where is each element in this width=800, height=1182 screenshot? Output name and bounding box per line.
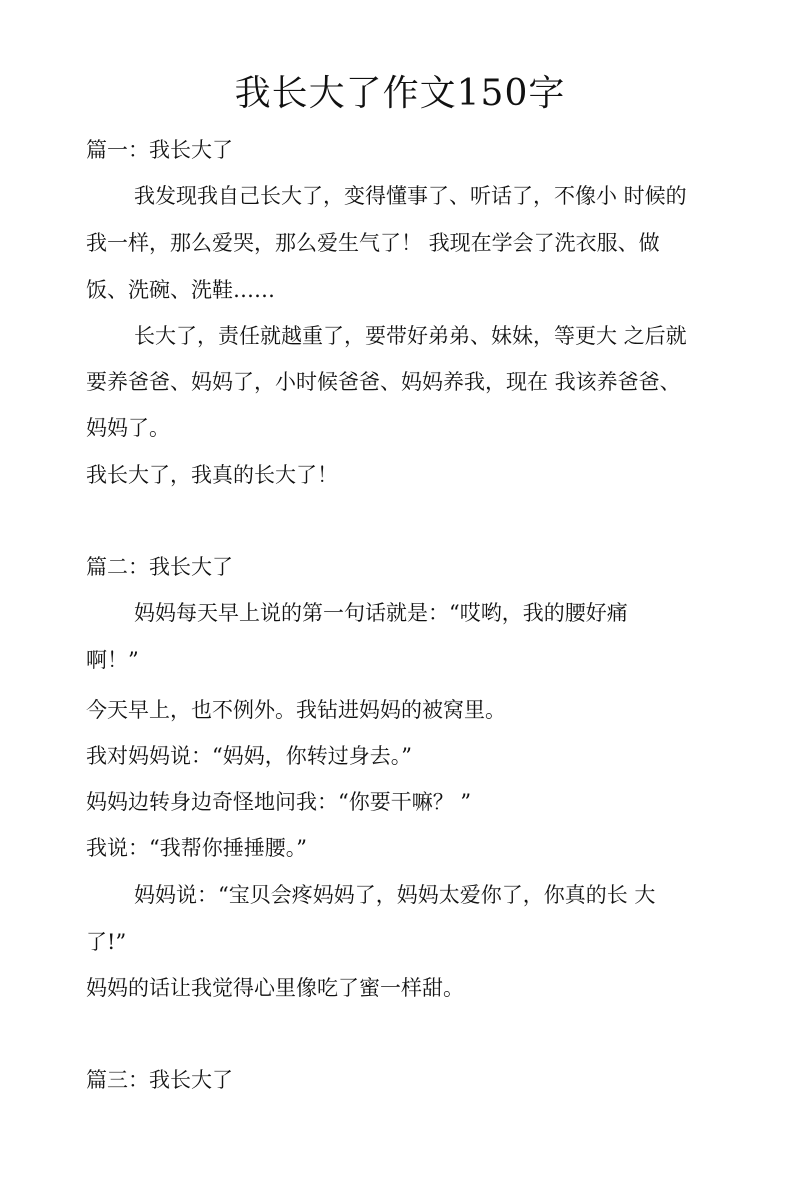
section-2-line-7: 妈妈说：“宝贝会疼妈妈了，妈妈太爱你了，你真的长 大 (134, 883, 656, 907)
section-2-line-2: 啊！” (86, 648, 139, 672)
section-2-line-9: 妈妈的话让我觉得心里像吃了蜜一样甜。 (86, 976, 464, 1000)
section-2-line-6: 我说：“我帮你捶捶腰。” (86, 836, 307, 860)
section-1-line-3: 饭、洗碗、洗鞋…… (86, 278, 275, 302)
section-1-line-5: 要养爸爸、妈妈了，小时候爸爸、妈妈养我，现在 我该养爸爸、 (86, 370, 681, 394)
section-2-line-4: 我对妈妈说：“妈妈，你转过身去。” (86, 744, 412, 768)
section-1-line-2: 我一样，那么爱哭，那么爱生气了！ 我现在学会了洗衣服、做 (86, 231, 660, 255)
section-1-line-7: 我长大了，我真的长大了！ (86, 463, 338, 487)
section-2-line-3: 今天早上，也不例外。我钻进妈妈的被窝里。 (86, 698, 506, 722)
section-1-heading: 篇一：我长大了 (86, 138, 233, 162)
section-2-line-1: 妈妈每天早上说的第一句话就是：“哎哟，我的腰好痛 (134, 601, 628, 625)
section-2-line-5: 妈妈边转身边奇怪地问我：“你要干嘛？ ” (86, 790, 472, 814)
section-1-line-4: 长大了，责任就越重了，要带好弟弟、妹妹，等更大 之后就 (134, 324, 687, 348)
section-1-line-6: 妈妈了。 (86, 416, 170, 440)
section-3-heading: 篇三：我长大了 (86, 1068, 233, 1092)
section-1-line-1: 我发现我自己长大了，变得懂事了、听话了，不像小 时候的 (134, 184, 687, 208)
section-2-heading: 篇二：我长大了 (86, 555, 233, 579)
section-2-line-8: 了!” (86, 930, 127, 954)
document-title: 我长大了作文150字 (234, 73, 566, 114)
